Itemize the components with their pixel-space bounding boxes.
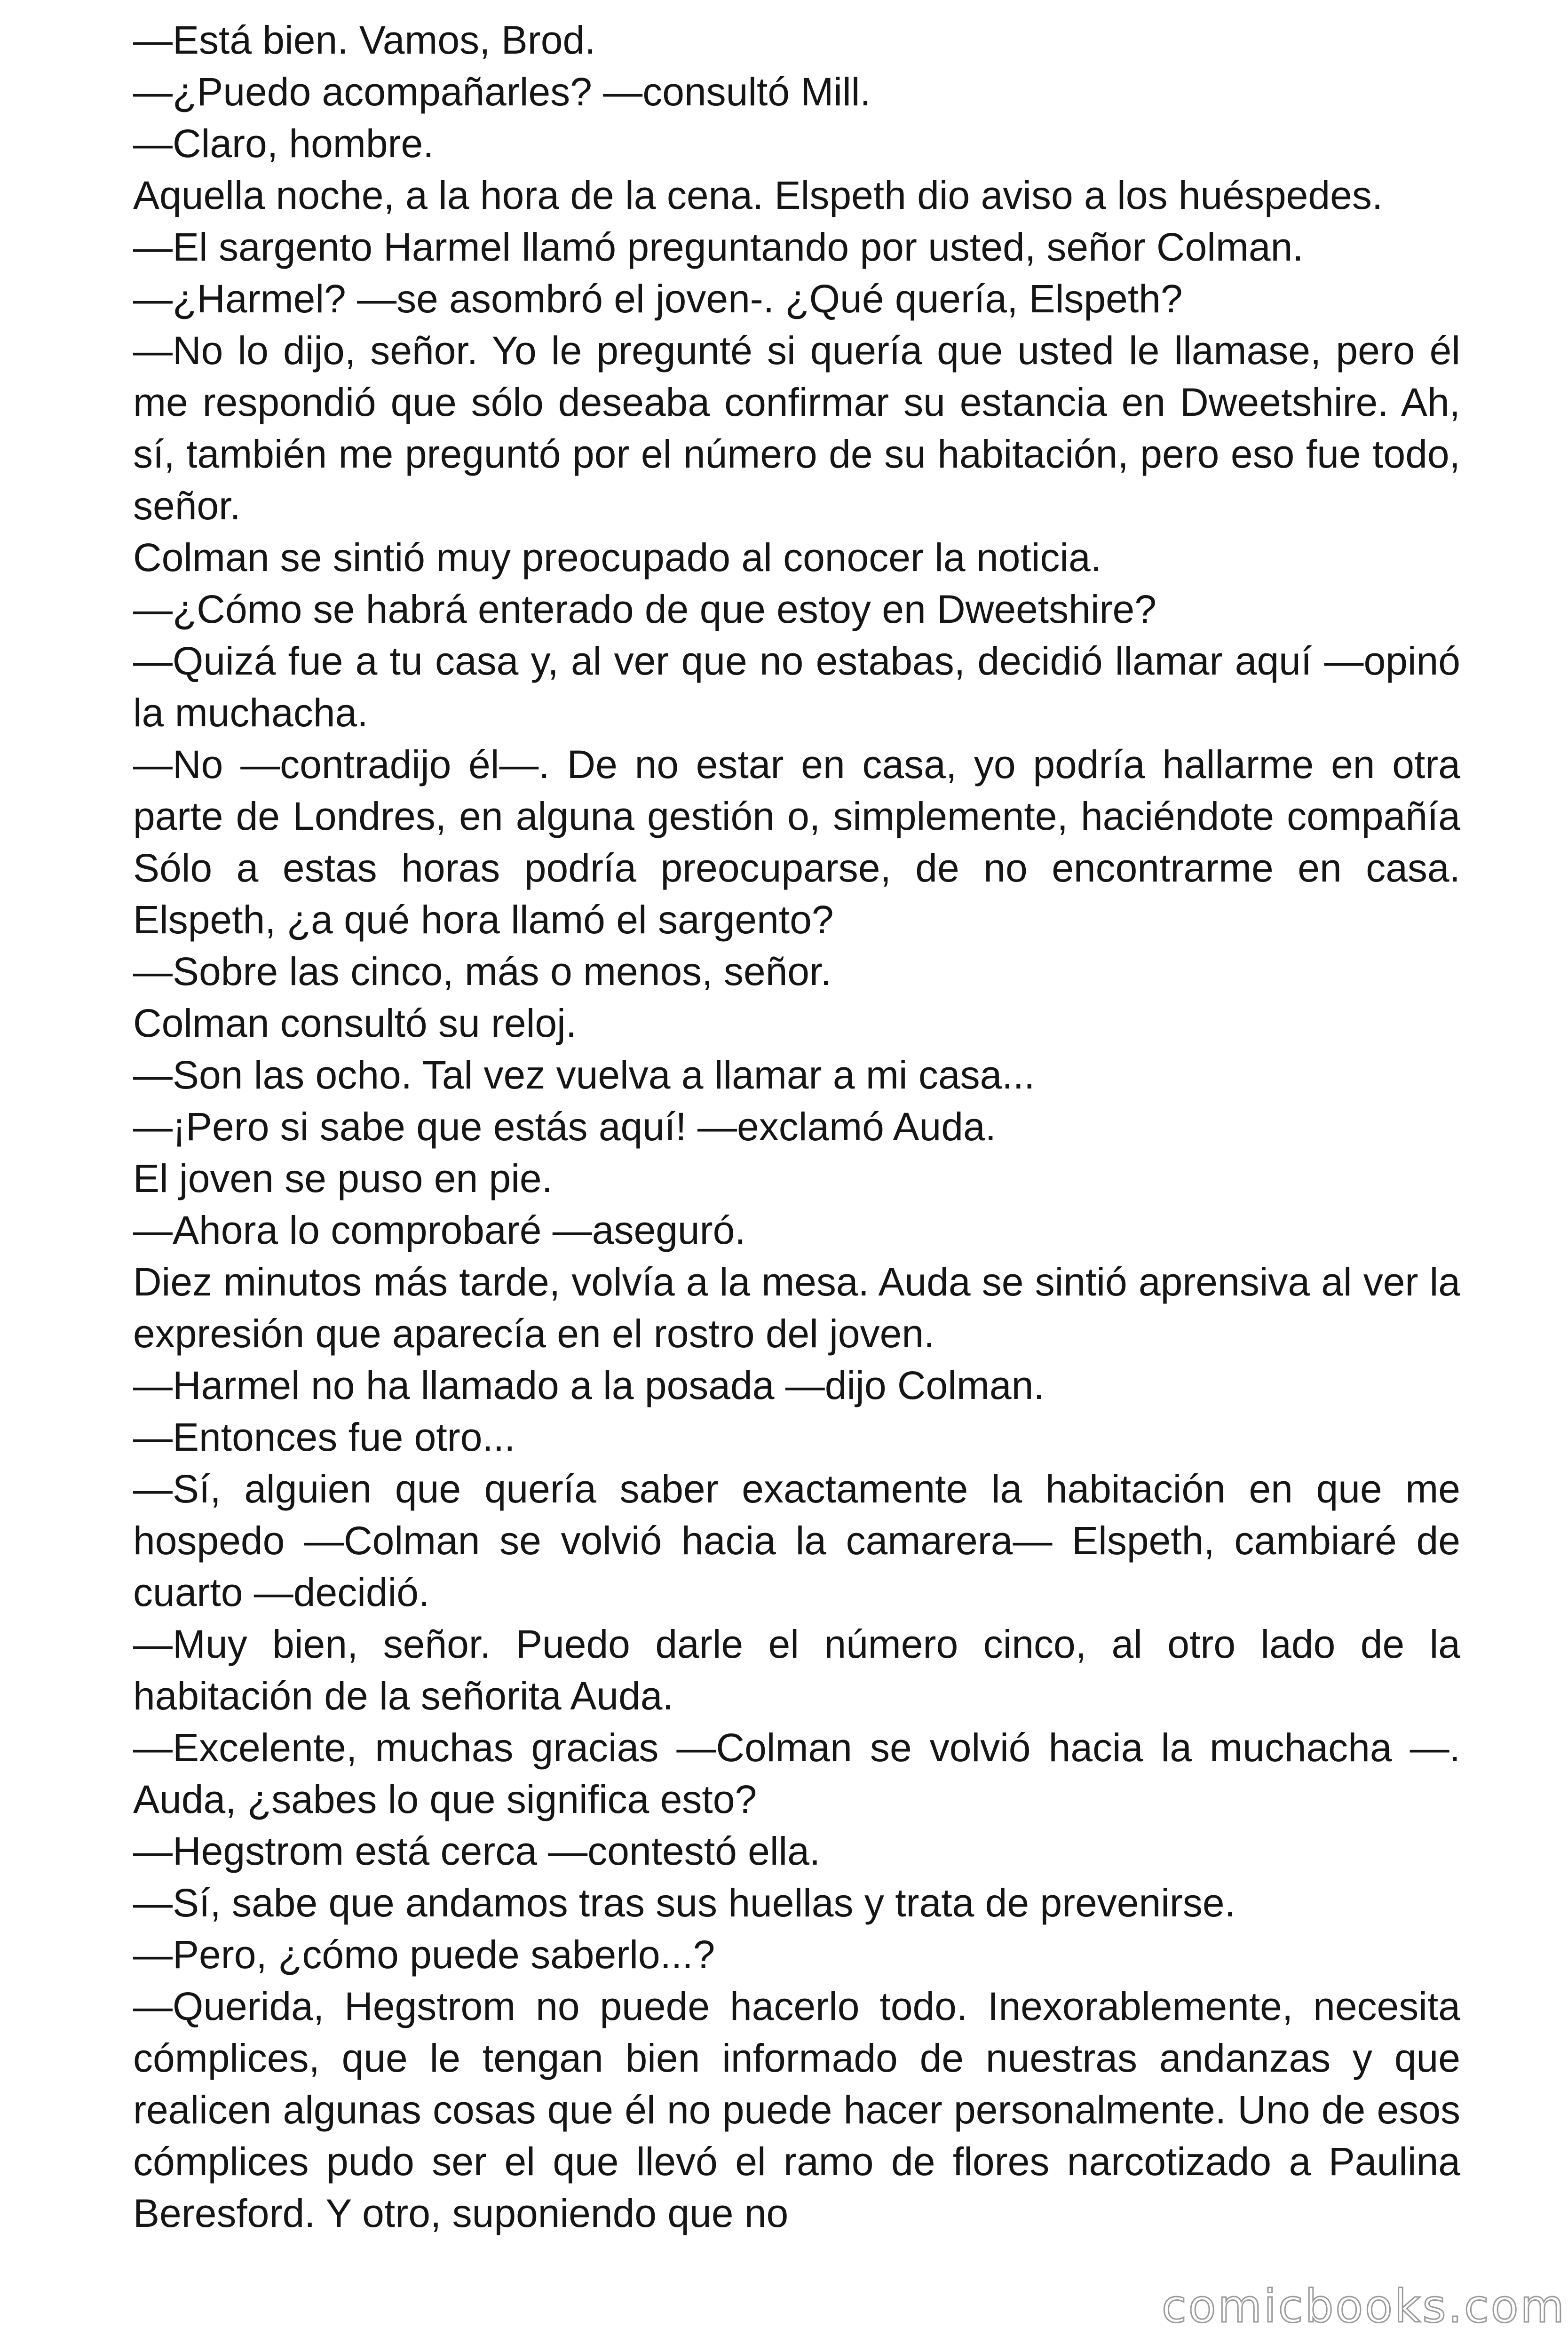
paragraph: El joven se puso en pie. [133, 1156, 553, 1200]
paragraph: —Claro, hombre. [133, 121, 434, 166]
paragraph: —El sargento Harmel llamó preguntando por usted, señor Colman. [133, 225, 1304, 269]
paragraph: —Sobre las cinco, más o menos, señor. [133, 949, 832, 993]
paragraph: —Está bien. Vamos, Brod. [133, 18, 596, 62]
paragraph: —¿Harmel? —se asombró el joven-. ¿Qué quería, Elspeth? [133, 277, 1183, 321]
paragraph: Aquella noche, a la hora de la cena. Elspeth dio aviso a los huéspedes. [133, 173, 1383, 217]
paragraph: —Sí, alguien que quería saber exactamente la habitación en que me hospedo —Colman se volvió hacia la camarera— Elspeth, cambiaré de cuarto —decidió. [133, 1467, 1460, 1614]
paragraph: —Muy bien, señor. Puedo darle el número cinco, al otro lado de la habitación de la señorita Auda. [133, 1622, 1460, 1718]
body-text [133, 14, 1460, 2239]
paragraph: —Excelente, muchas gracias —Colman se volvió hacia la muchacha —. Auda, ¿sabes lo que significa esto? [133, 1725, 1460, 1821]
paragraph: —¿Puedo acompañarles? —consultó Mill. [133, 70, 871, 114]
paragraph: —¿Cómo se habrá enterado de que estoy en Dweetshire? [133, 587, 1156, 631]
paragraph: Colman se sintió muy preocupado al conocer la noticia. [133, 535, 1102, 580]
paragraph: —Quizá fue a tu casa y, al ver que no estabas, decidió llamar aquí —opinó la muchacha. [133, 639, 1460, 735]
paragraph: —Hegstrom está cerca —contestó ella. [133, 1829, 821, 1873]
paragraph: —No —contradijo él—. De no estar en casa, yo podría hallarme en otra parte de Londres, en alguna gestión o, simplemente, haciéndote compañía Sólo a estas horas podría preocuparse, de no encontrarme en casa. Elspeth, ¿a qué hora llamó el sargento? [133, 742, 1460, 942]
paragraph: Diez minutos más tarde, volvía a la mesa. Auda se sintió aprensiva al ver la expresión que aparecía en el rostro del joven. [133, 1260, 1460, 1356]
paragraph: Colman consultó su reloj. [133, 1001, 577, 1045]
watermark-logo: comicbooks.com [1162, 2280, 1567, 2333]
paragraph: —No lo dijo, señor. Yo le pregunté si quería que usted le llamase, pero él me respondió que sólo deseaba confirmar su estancia en Dweetshire. Ah, sí, también me preguntó por el número de su habitación, pero eso fue todo, señor. [133, 328, 1460, 528]
paragraph: —Entonces fue otro... [133, 1415, 515, 1459]
paragraph: —Harmel no ha llamado a la posada —dijo Colman. [133, 1363, 1045, 1407]
paragraph: —Son las ocho. Tal vez vuelva a llamar a mi casa... [133, 1053, 1035, 1097]
paragraph: —¡Pero si sabe que estás aquí! —exclamó Auda. [133, 1104, 996, 1149]
paragraph: —Pero, ¿cómo puede saberlo...? [133, 1932, 715, 1977]
paragraph: —Sí, sabe que andamos tras sus huellas y trata de prevenirse. [133, 1881, 1235, 1925]
paragraph: —Ahora lo comprobaré —aseguró. [133, 1208, 746, 1252]
paragraph: —Querida, Hegstrom no puede hacerlo todo. Inexorablemente, necesita cómplices, que le tengan bien informado de nuestras andanzas y que realicen algunas cosas que él no puede hacer personalmente. Uno de esos cómplices pudo ser el que llevó el ramo de flores narcotizado a Paulina Beresford. Y otro, suponiendo que no [133, 1984, 1460, 2235]
